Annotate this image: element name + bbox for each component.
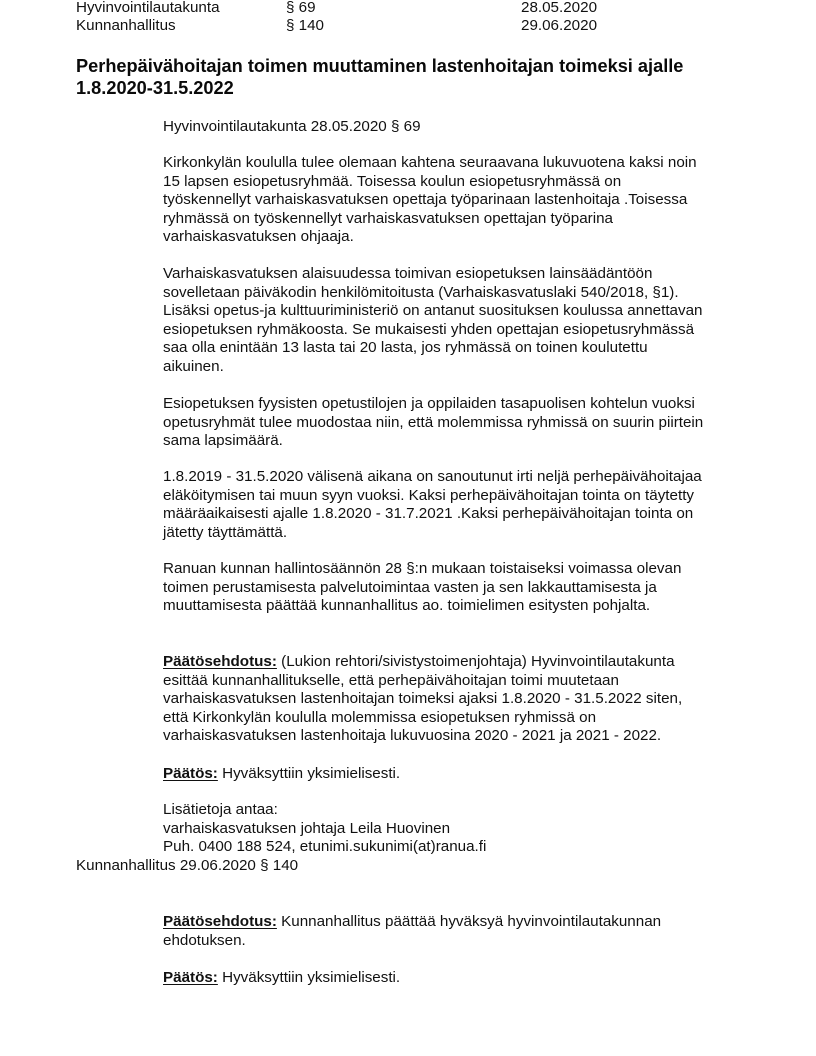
paragraph-2 [163,265,763,377]
document-title [76,55,776,99]
header-body-name: Hyvinvointilautakunta [76,0,220,16]
paragraph-line: muuttamisesta päättää kunnanhallitus ao. toimielimen esitysten pohjalta. [163,597,651,615]
header-meeting-date: 28.05.2020 [521,0,598,16]
proposal-line: varhaiskasvatuksen lastenhoitajan toimeksi ajaksi 1.8.2020 - 31.5.2022 siten, [163,690,683,708]
paragraph-line: sovelletaan päiväkodin henkilömitoitusta (Varhaiskasvatuslaki 540/2018, §1). [163,283,679,301]
paragraph-line: esiopetuksen ryhmäkoosta. Se mukaisesti yhden opettajan esiopetusryhmässä [163,320,695,338]
proposal-line: ehdotuksen. [163,931,246,949]
section2-proposal [163,913,763,950]
paragraph-line: saa olla enintään 13 lasta tai 20 lasta, jos ryhmässä on toinen koulutettu [163,339,648,357]
paragraph-line: toimen perustamisesta palvelutoimintaa vasten ja sen lakkauttamisesta ja [163,578,657,596]
paragraph-3 [163,395,763,451]
proposal-line: varhaiskasvatuksen lastenhoitaja lukuvuosina 2020 - 2021 ja 2021 - 2022. [163,727,662,745]
proposal-label: Päätösehdotus: [163,913,277,930]
proposal-text: (Lukion rehtori/sivistystoimenjohtaja) Hyvinvointilautakunta [276,653,675,670]
header-row-kunnanhallitus [76,17,776,36]
paragraph-line: Kirkonkylän koululla tulee olemaan kahtena seuraavana lukuvuotena kaksi noin [163,154,697,171]
header-body-name: Kunnanhallitus [76,17,176,34]
contact-heading: Lisätietoja antaa: [163,801,278,818]
paragraph-line: Esiopetuksen fyysisten opetustilojen ja oppilaiden tasapuolisen kohtelun vuoksi [163,395,695,412]
paragraph-line: eläköitymisen tai muun syyn vuoksi. Kaksi perhepäivähoitajan tointa on täytetty [163,486,695,504]
section1-proposal [163,653,763,746]
paragraph-line: sama lapsimäärä. [163,432,283,450]
contact-details: Puh. 0400 188 524, etunimi.sukunimi(at)ranua.fi [163,838,487,856]
paragraph-line: 15 lapsen esiopetusryhmää. Toisessa koulun esiopetusryhmässä on [163,172,622,190]
decision-text: Hyväksyttiin yksimielisesti. [217,765,401,782]
document-title-line-2: 1.8.2020-31.5.2022 [76,78,234,98]
proposal-line: esittää kunnanhallitukselle, että perhepäivähoitajan toimi muutetaan [163,671,619,689]
paragraph-line: määräaikaisesti ajalle 1.8.2020 - 31.7.2021 .Kaksi perhepäivähoitajan tointa on [163,505,694,523]
paragraph-line: aikuinen. [163,357,224,375]
header-row-hyvinvointilautakunta [76,0,776,18]
section2-heading: Kunnanhallitus 29.06.2020 § 140 [76,857,299,874]
paragraph-4 [163,468,763,542]
header-section-number: § 69 [286,0,316,16]
section1-heading: Hyvinvointilautakunta 28.05.2020 § 69 [163,118,421,135]
paragraph-line: Ranuan kunnan hallintosäännön 28 §:n mukaan toistaiseksi voimassa olevan [163,560,682,577]
section1-decision [163,765,763,784]
paragraph-line: työskennellyt varhaiskasvatuksen opettaja työparinaan lastenhoitaja .Toisessa [163,191,688,209]
paragraph-1 [163,154,763,247]
paragraph-line: varhaiskasvatuksen ohjaaja. [163,228,354,246]
paragraph-line: ryhmässä on työskennellyt varhaiskasvatuksen opettajan työparina [163,209,613,227]
paragraph-line: Varhaiskasvatuksen alaisuudessa toimivan esiopetuksen lainsäädäntöön [163,265,653,282]
proposal-line: että Kirkonkylän koululla molemmissa esiopetuksen ryhmissä on [163,708,597,726]
proposal-first-line [163,653,763,672]
paragraph-line: jätetty täyttämättä. [163,523,288,541]
proposal-first-line [163,913,763,932]
header-section-number: § 140 [286,17,325,34]
decision-text: Hyväksyttiin yksimielisesti. [217,969,401,986]
header-meeting-date: 29.06.2020 [521,17,598,34]
proposal-label: Päätösehdotus: [163,653,277,670]
paragraph-line: 1.8.2019 - 31.5.2020 välisenä aikana on sanoutunut irti neljä perhepäivähoitajaa [163,468,702,485]
section2-decision [163,969,763,988]
document-title-line-1: Perhepäivähoitajan toimen muuttaminen lastenhoitajan toimeksi ajalle [76,56,684,76]
decision-label: Päätös: [163,969,218,986]
paragraph-5 [163,560,763,616]
paragraph-line: Lisäksi opetus-ja kulttuuriministeriö on antanut suosituksen koulussa annettavan [163,302,703,320]
contact-person: varhaiskasvatuksen johtaja Leila Huovinen [163,819,451,837]
paragraph-line: opetusryhmät tulee muodostaa niin, että molemmissa ryhmissä on suurin piirtein [163,413,704,431]
decision-label: Päätös: [163,765,218,782]
contact-info [163,801,763,857]
proposal-text: Kunnanhallitus päättää hyväksyä hyvinvointilautakunnan [276,913,662,930]
